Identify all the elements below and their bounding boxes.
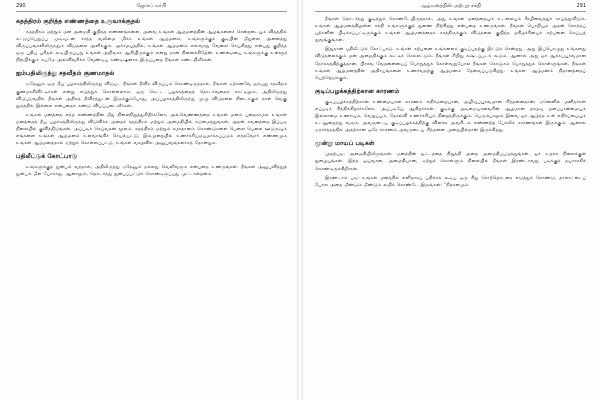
section-heading: குடிப்பழக்கத்திற்கான காரணம் bbox=[315, 87, 400, 95]
section-heading: பதிலீட்டுக் கோட்பாடு bbox=[16, 153, 78, 161]
section-heading: கதத்திரம் குறித்த எண்ணத்தை உருவாக்குதல் bbox=[16, 18, 141, 25]
paragraph: உங்களுக்குத் துன்பம் வந்தால், அதிலிருந்து ஏதேனும் நல்லது வெளிவரும் என்பதை உணருங்கள். நீங்கள் அனுபவித்துத் துன்பம் மீள போகாது. ஆனாலும், தொடர்ந்து துன்பப்பட்டுக் கொண்டிருப்பது முட்டாள்தனம். bbox=[16, 165, 287, 178]
right-page bbox=[303, 0, 600, 400]
left-page-number: 290 bbox=[16, 3, 26, 9]
paragraph: இதுதான் பதிலீட்டுக் கோட்பாடு. உங்கள் கற்பனை உங்களைக் குடிப்பதற்கு இட்டுச் சென்றது. அது இப்பொழுது உங்களது விடுதலைக்கும் மன அமைதிக்கும் கூட்டிச் செல்லட்டும். நீங்கள் சிறிது கஷ்டப்படக் கூடும். ஆனால் அது ஓர் ஆக்கப்பூர்வமான நோக்கத்திற்குத்தான். பிரசவ வேதனையைப் பொறுத்துக் கொள்வதுபோல நீங்கள் கொஞ்சம் பொறுத்துக் கொள்ளுங்கள். நீங்கள் உங்கள் ஆழ்மனத்தின் அதிசயங்களை உணர்வதற்கு ஆழ்மனம் தேவைப்படுகிறது. உங்கள் ஆழ்மனம் நிதானத்தைப் பெற்றெடுக்கும். bbox=[315, 47, 586, 81]
paragraph: ஏதேனும் ஒரு தீய பழக்கத்திலிருந்து விடுபட நீங்கள் தீவிர விருப்பம் கொண்டிருந்தால், நீங்கள் ஏற்கனவே ஐம்பது சதவீதம் குணமாகிவிட்டீர்கள் என்று எடுத்துக் கொள்ளலாம். ஒரு கெட்ட பழக்கத்தைத் தொடர்வதைக் காட்டிலும், அதிலிருந்து விடுபடுவதில் நீங்கள் அதிகத் தீவிரத்துடன் இருக்கும்போது, அப்பழக்கத்திலிருந்து முழு விடுதலை கிடைக்கும் நாள் வெகு தூரத்தில் இல்லை என்பதைக் கண்டு வியப்படைவீர்கள். bbox=[16, 82, 287, 109]
paragraph: குடிப்பழக்கத்திற்கான உண்மையான காரணம் எதிர்மறையான, அழிவுப்பூர்வமான சிந்தனைதான்; ஏனெனில் மனிதர்கள் எப்படிச் சிந்திக்கிறார்களோ, அப்படியே ஆகிறார்கள். குடிக்கு அடிமையானவரின் ஆழமான தாழ்வு மனப்பான்மையும் இல்லாமை உணர்வும், வெறுப்பும், தோல்வி உணர்ச்சியும் நிறைந்திருக்கும். பெரும்பாலும் இவை ஓர் ஆழ்ந்த உள் எதிர்ப்பையும் உடனுறைந்து வரும். அவருடைய குடிப்பழக்கத்திற்கு விளக்க அவரிடம் எண்ணற்ற போலிக் காரணங்கள் இருக்கும். ஆனால் ஏதார்த்தத்தில் அதற்கான ஒரே காரணம் அவருடைய சிந்தனை முறையில்தான் இருக்கிறது. bbox=[315, 99, 586, 134]
paragraph: இரண்டாம் படி: உங்கள் மனத்தில் எளிதாகப் பதிக்கக் கூடிய ஒரு சிறு சொற்றொடரை எடுத்துக் கொண்டு, தாலாட்டைப் போல அதை மீண்டும் மீண்டும் கூறிக் கொண்டே இருங்கள்: "நிதானமும் bbox=[315, 175, 586, 188]
right-running-title: ஆழ்மனத்தின் அற்புத சக்தி bbox=[420, 3, 482, 9]
section-heading: ஐம்பதிலிருந்து சதவீதம் குணமாதல் bbox=[16, 70, 115, 78]
left-running-head bbox=[16, 3, 287, 12]
paragraph: நீங்கள் தொடர்ந்து குடித்துக் கொண்டேயிருந்தால், அது உங்கள் மனத்தையும் உடலையும் சீரழிவைத்துச் சாய்த்துவிடும். உங்கள் ஆழ்மனத்திலுள்ள சக்தி உங்களுக்குத் துணை நிற்கிறது என்பதை உணருங்கள். நீங்கள் பொறியும் அதன் சொந்தப் பற்களின் பிடிக்கப்பட்டிருக்கும் உங்கள் ஆழ்மனத்தைக் காத்திருக்கும் விடுதலை குறித்த மகிழ்ச்சியைக் கற்பனை செய்யத் துவங்குங்கள். bbox=[315, 17, 586, 44]
left-page bbox=[0, 0, 297, 400]
paragraph: கதத்திரம் மற்றும் மன அமைதி குறித்த எண்ணங்களை, அவை உங்கள் ஆழ்மனத்தின் ஆழங்களைச் சென்றடையும் விதத்தில் கட்டுப்பெறுப்பு முடிவுடன் சாந்த வலிமை மிக்க உங்கள் ஆழ்மனம், உங்களுக்குக் குடியின் மீதுள்ள அனைத்து விருப்பங்களிலிருந்தும் விடுதலை அளிக்கும். அச்சமயத்தில், உங்கள் ஆழ்மனம் எவ்வாறு வேலை செய்கிறது என்பது குறித்த ஒரு புதிய புரிதல் கூடியிருப்பது உங்கள் அறிவாக ஆகியிருக்கும் என்று நான் நினைக்கிறேன். உண்மையை உங்களுக்கு உள்ளூர நிரூபிக்கும் சுயமே அவ்விவரிக்க வேண்டிய கண்டிஷனாக இருப்பதை நீங்கள் கண்டறிவீர்கள். bbox=[16, 30, 287, 64]
section-heading: மூன்று மாயப் படிகள் bbox=[315, 140, 375, 148]
paragraph: முதற்படி: அமைதியிலிருங்கள். மனத்தின் ஓட்டத்தை நிறுத்தி அதை அமைதிப்படுத்துங்கள். ஓர் உறக்க நிலைக்குள் நுழையுங்கள். இந்த ஓய்வான, அமைதியான, ஏற்றுக் கொள்ளும் நிலையில் நீங்கள் இரண்டாவது படிக்குத் தயாராகிக் கொண்டிருக்கிறீர்கள். bbox=[315, 152, 586, 172]
paragraph: உங்கள் மனத்தை எந்த எண்ணத்தின் மீது நிலைநிறுத்துகிறீர்களோ, அவ்வெண்ணத்தை உங்கள் மனம் புதைகாமல் உங்கள் மனத்தைத் தீய பழக்கத்திலிருந்து விடுவிக்க அதைக் கதந்திரம் மற்றும் அமைதியில் கடுமைத்துங்கள். அதன் கவனத்தை இப்படி நிலையில் குவித்திடுங்கள். அப்படிச் செய்வதன் மூலம், கதந்திரம் மற்றும் சமாதானம் கொண்டுகளை பெலை பெலை ஊடுருவும் எங்களை உங்கள் ஆழ்மனம் உள்வாங்கிச் செயல்பட்டு, இம்முறையில் உணர்ச்சியமயமாக்கப்படும் எந்தவோர் எண்ணமும் உங்கள் ஆழ்மனத்தால் ஏற்றுக் கொள்ளப்பட்டு, உங்கள் வாழ்வில் அனுபவங்களாகத் தோன்றும். bbox=[16, 112, 287, 147]
right-running-head bbox=[315, 3, 586, 12]
right-page-number: 291 bbox=[576, 3, 586, 9]
left-running-title: ஜோசப் மர்பி bbox=[136, 3, 167, 9]
